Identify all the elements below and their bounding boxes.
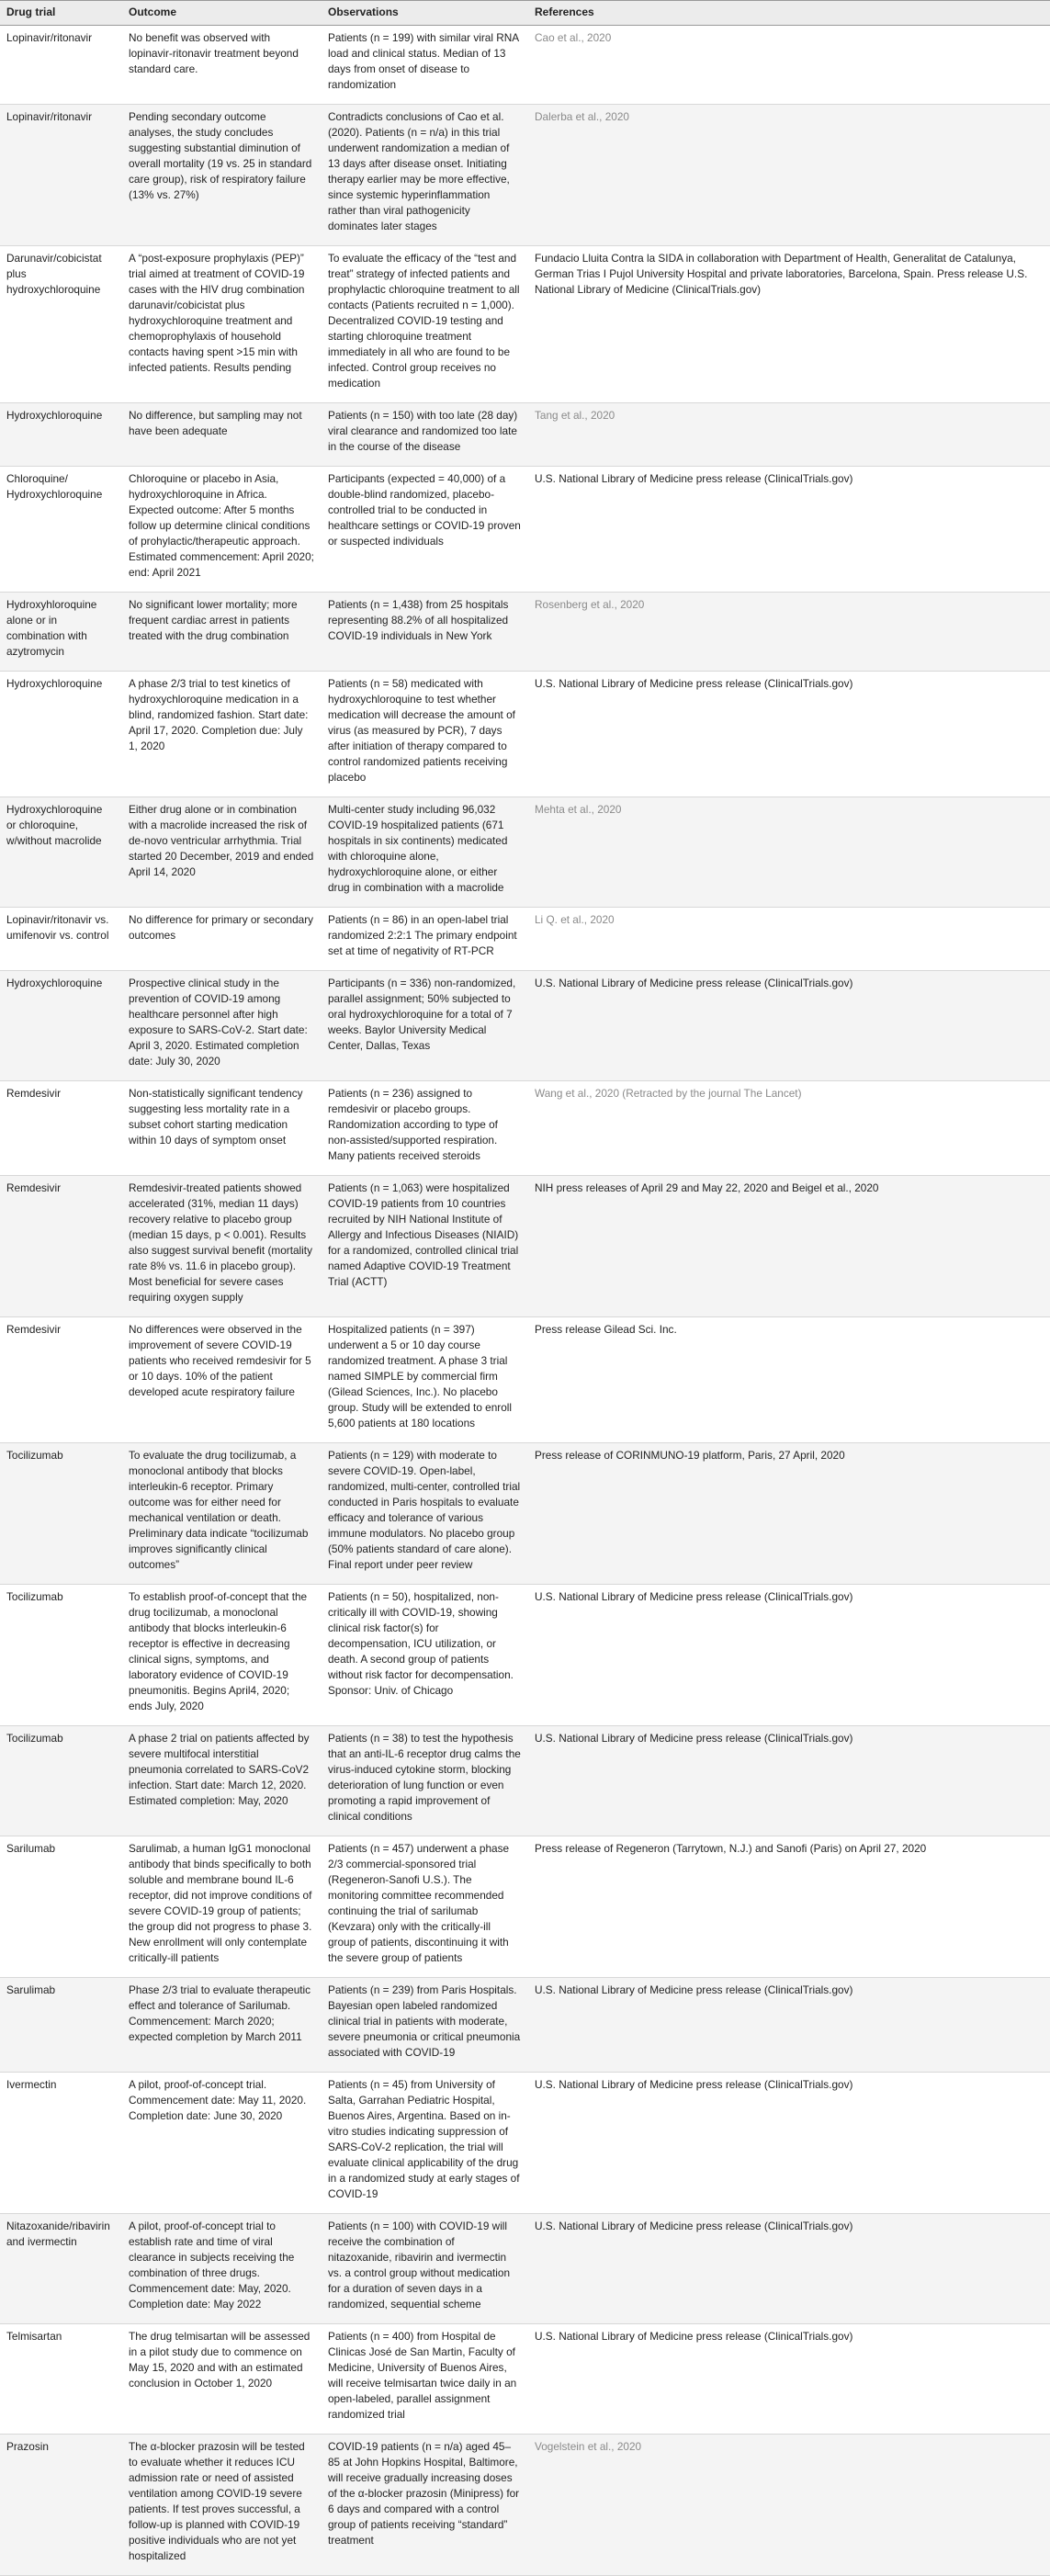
outcome-cell: The drug telmisartan will be assessed in a pilot study due to commence on May 15, 2020 and with an estimated conclusion in October 1, 2020 xyxy=(122,2324,322,2435)
observations-cell: Patients (n = 58) medicated with hydroxychloroquine to test whether medication will decrease the amount of virus (as measured by PCR), 7 days after initiation of therapy compared to control randomized patients receiving placebo xyxy=(322,672,528,797)
header-row xyxy=(0,1,1050,26)
observations-cell: Patients (n = 150) with too late (28 day) viral clearance and randomized too late in the course of the disease xyxy=(322,403,528,467)
observations-cell: Patients (n = 236) assigned to remdesivir or placebo groups. Randomization according to type of non-assisted/supported respiration. Many patients received steroids xyxy=(322,1081,528,1176)
outcome-cell: Pending secondary outcome analyses, the study concludes suggesting substantial diminution of overall mortality (19 vs. 25 in standard care group), risk of respiratory failure (13% vs. 27%) xyxy=(122,105,322,246)
table-row xyxy=(0,246,1050,403)
table-row xyxy=(0,1081,1050,1176)
table-row xyxy=(0,593,1050,672)
drug-cell: Tocilizumab xyxy=(0,1726,122,1836)
reference-cell[interactable]: Mehta et al., 2020 xyxy=(528,797,1050,908)
table-row xyxy=(0,2435,1050,2576)
drug-cell: Tocilizumab xyxy=(0,1585,122,1726)
drug-cell: Sarilumab xyxy=(0,1836,122,1978)
reference-cell[interactable]: Wang et al., 2020 (Retracted by the journal The Lancet) xyxy=(528,1081,1050,1176)
outcome-cell: Chloroquine or placebo in Asia, hydroxychloroquine in Africa. Expected outcome: After 5 months follow up determine clinical conditions of prohylactic/therapeutic approach. Estimated commencement: April 2020; end: April 2021 xyxy=(122,467,322,593)
table-row xyxy=(0,797,1050,908)
table-row xyxy=(0,467,1050,593)
observations-cell: Patients (n = 1,063) were hospitalized COVID-19 patients from 10 countries recruited by NIH National Institute of Allergy and Infectious Diseases (NIAID) for a randomized, controlled clinical trial named Adaptive COVID-19 Treatment Trial (ACTT) xyxy=(322,1176,528,1317)
observations-cell: Patients (n = 45) from University of Salta, Garrahan Pediatric Hospital, Buenos Aires, Argentina. Based on in-vitro studies indicating suppression of SARS-CoV-2 replication, the trial will evaluate clinical applicability of the drug in a randomized study at early stages of COVID-19 xyxy=(322,2073,528,2214)
drug-cell: Lopinavir/ritonavir xyxy=(0,105,122,246)
drug-cell: Telmisartan xyxy=(0,2324,122,2435)
observations-cell: Patients (n = 1,438) from 25 hospitals representing 88.2% of all hospitalized COVID-19 individuals in New York xyxy=(322,593,528,672)
drug-cell: Lopinavir/ritonavir xyxy=(0,26,122,105)
reference-cell[interactable]: Cao et al., 2020 xyxy=(528,26,1050,105)
reference-cell: U.S. National Library of Medicine press release (ClinicalTrials.gov) xyxy=(528,2214,1050,2324)
observations-cell: Patients (n = 239) from Paris Hospitals. Bayesian open labeled randomized clinical trial in patients with moderate, severe pneumonia or critical pneumonia associated with COVID-19 xyxy=(322,1978,528,2073)
table-row xyxy=(0,26,1050,105)
outcome-cell: No benefit was observed with lopinavir-ritonavir treatment beyond standard care. xyxy=(122,26,322,105)
drug-cell: Ivermectin xyxy=(0,2073,122,2214)
table-body xyxy=(0,26,1050,2576)
drug-cell: Remdesivir xyxy=(0,1176,122,1317)
reference-cell[interactable]: Tang et al., 2020 xyxy=(528,403,1050,467)
drug-cell: Hydroxychloroquine or chloroquine, w/without macrolide xyxy=(0,797,122,908)
outcome-cell: No significant lower mortality; more frequent cardiac arrest in patients treated with the drug combination xyxy=(122,593,322,672)
observations-cell: COVID-19 patients (n = n/a) aged 45–85 at John Hopkins Hospital, Baltimore, will receive gradually increasing doses of the α-blocker prazosin (Minipress) for 6 days and compared with a control group of patients receiving “standard” treatment xyxy=(322,2435,528,2576)
table-row xyxy=(0,971,1050,1081)
observations-cell: Patients (n = 50), hospitalized, non-critically ill with COVID-19, showing clinical risk factor(s) for decompensation, ICU utilization, or death. A second group of patients without risk factor for decompensation. Sponsor: Univ. of Chicago xyxy=(322,1585,528,1726)
reference-cell: Press release of CORINMUNO-19 platform, Paris, 27 April, 2020 xyxy=(528,1443,1050,1585)
outcome-cell: No differences were observed in the improvement of severe COVID-19 patients who received remdesivir for 5 or 10 days. 10% of the patient developed acute respiratory failure xyxy=(122,1317,322,1443)
table-row xyxy=(0,1836,1050,1978)
outcome-cell: Prospective clinical study in the prevention of COVID-19 among healthcare personnel after high exposure to SARS-CoV-2. Start date: April 3, 2020. Estimated completion date: July 30, 2020 xyxy=(122,971,322,1081)
outcome-cell: Phase 2/3 trial to evaluate therapeutic effect and tolerance of Sarilumab. Commencement: March 2020; expected completion by March 2011 xyxy=(122,1978,322,2073)
reference-cell: NIH press releases of April 29 and May 22, 2020 and Beigel et al., 2020 xyxy=(528,1176,1050,1317)
reference-cell: U.S. National Library of Medicine press release (ClinicalTrials.gov) xyxy=(528,1726,1050,1836)
outcome-cell: No difference for primary or secondary outcomes xyxy=(122,908,322,971)
table-row xyxy=(0,908,1050,971)
drug-cell: Remdesivir xyxy=(0,1317,122,1443)
table-row xyxy=(0,1317,1050,1443)
drug-cell: Nitazoxanide/ribavirin and ivermectin xyxy=(0,2214,122,2324)
outcome-cell: Sarulimab, a human IgG1 monoclonal antibody that binds specifically to both soluble and membrane bound IL-6 receptor, did not improve conditions of severe COVID-19 group of patients; the group did not progress to phase 3. New enrollment will only contemplate critically-ill patients xyxy=(122,1836,322,1978)
outcome-cell: A pilot, proof-of-concept trial to establish rate and time of viral clearance in subjects receiving the combination of three drugs. Commencement date: May, 2020. Completion date: May 2022 xyxy=(122,2214,322,2324)
drug-cell: Chloroquine/ Hydroxychloroquine xyxy=(0,467,122,593)
drug-cell: Hydroxychloroquine xyxy=(0,403,122,467)
drug-cell: Hydroxychloroquine xyxy=(0,971,122,1081)
reference-cell[interactable]: Vogelstein et al., 2020 xyxy=(528,2435,1050,2576)
observations-cell: Participants (expected = 40,000) of a double-blind randomized, placebo-controlled trial to be conducted in healthcare settings or COVID-19 proven or suspected individuals xyxy=(322,467,528,593)
drug-cell: Hydroxychloroquine xyxy=(0,672,122,797)
drug-cell: Lopinavir/ritonavir vs. umifenovir vs. control xyxy=(0,908,122,971)
header-references: References xyxy=(528,1,1050,26)
header-observations: Observations xyxy=(322,1,528,26)
table-row xyxy=(0,1176,1050,1317)
observations-cell: To evaluate the efficacy of the “test and treat” strategy of infected patients and prophylactic chloroquine treatment to all contacts (Patients recruited n = 1,000). Decentralized COVID-19 testing and starting chloroquine treatment immediately in all who are found to be infected. Control group receives no medication xyxy=(322,246,528,403)
observations-cell: Contradicts conclusions of Cao et al. (2020). Patients (n = n/a) in this trial underwent randomization a median of 13 days after disease onset. Initiating therapy earlier may be more effective, since systemic hyperinflammation rather than viral pathogenicity dominates later stages xyxy=(322,105,528,246)
outcome-cell: To establish proof-of-concept that the drug tocilizumab, a monoclonal antibody that blocks interleukin-6 receptor is effective in decreasing clinical signs, symptoms, and laboratory evidence of COVID-19 pneumonitis. Begins April4, 2020; ends July, 2020 xyxy=(122,1585,322,1726)
outcome-cell: Remdesivir-treated patients showed accelerated (31%, median 11 days) recovery relative to placebo group (median 15 days, p < 0.001). Results also suggest survival benefit (mortality rate 8% vs. 11.6 in placebo group). Most beneficial for severe cases requiring oxygen supply xyxy=(122,1176,322,1317)
table-row xyxy=(0,1978,1050,2073)
reference-cell: U.S. National Library of Medicine press release (ClinicalTrials.gov) xyxy=(528,2073,1050,2214)
table-row xyxy=(0,1585,1050,1726)
reference-cell: U.S. National Library of Medicine press release (ClinicalTrials.gov) xyxy=(528,672,1050,797)
table-row xyxy=(0,2073,1050,2214)
observations-cell: Patients (n = 100) with COVID-19 will receive the combination of nitazoxanide, ribavirin and ivermectin vs. a control group without medication for a duration of seven days in a randomized, sequential scheme xyxy=(322,2214,528,2324)
reference-cell: U.S. National Library of Medicine press release (ClinicalTrials.gov) xyxy=(528,1978,1050,2073)
header-outcome: Outcome xyxy=(122,1,322,26)
reference-cell[interactable]: Li Q. et al., 2020 xyxy=(528,908,1050,971)
reference-cell: U.S. National Library of Medicine press release (ClinicalTrials.gov) xyxy=(528,467,1050,593)
reference-cell: Press release of Regeneron (Tarrytown, N.J.) and Sanofi (Paris) on April 27, 2020 xyxy=(528,1836,1050,1978)
drug-cell: Prazosin xyxy=(0,2435,122,2576)
outcome-cell: Non-statistically significant tendency suggesting less mortality rate in a subset cohort starting medication within 10 days of symptom onset xyxy=(122,1081,322,1176)
outcome-cell: A phase 2/3 trial to test kinetics of hydroxychloroquine medication in a blind, randomized fashion. Start date: April 17, 2020. Completion due: July 1, 2020 xyxy=(122,672,322,797)
reference-cell: U.S. National Library of Medicine press release (ClinicalTrials.gov) xyxy=(528,2324,1050,2435)
table-row xyxy=(0,2214,1050,2324)
observations-cell: Participants (n = 336) non-randomized, parallel assignment; 50% subjected to oral hydroxychloroquine for a total of 7 weeks. Baylor University Medical Center, Dallas, Texas xyxy=(322,971,528,1081)
observations-cell: Multi-center study including 96,032 COVID-19 hospitalized patients (671 hospitals in six continents) medicated with chloroquine alone, hydroxychloroquine alone, or either drug in combination with a macrolide xyxy=(322,797,528,908)
outcome-cell: Either drug alone or in combination with a macrolide increased the risk of de-novo ventricular arrhythmia. Trial started 20 December, 2019 and ended April 14, 2020 xyxy=(122,797,322,908)
reference-cell[interactable]: Dalerba et al., 2020 xyxy=(528,105,1050,246)
outcome-cell: The α-blocker prazosin will be tested to evaluate whether it reduces ICU admission rate or need of assisted ventilation among COVID-19 severe patients. If test proves successful, a follow-up is planned with COVID-19 positive individuals who are not yet hospitalized xyxy=(122,2435,322,2576)
drug-cell: Remdesivir xyxy=(0,1081,122,1176)
drug-cell: Hydroxyhloroquine alone or in combination with azytromycin xyxy=(0,593,122,672)
table-row xyxy=(0,2324,1050,2435)
reference-cell: Press release Gilead Sci. Inc. xyxy=(528,1317,1050,1443)
table-row xyxy=(0,105,1050,246)
reference-cell: Fundacio Lluita Contra la SIDA in collaboration with Department of Health, Generalitat de Catalunya, German Trias I Pujol University Hospital and private laboratories, Barcelona, Spain. Press release U.S. National Library of Medicine (ClinicalTrials.gov) xyxy=(528,246,1050,403)
drug-cell: Sarulimab xyxy=(0,1978,122,2073)
outcome-cell: To evaluate the drug tocilizumab, a monoclonal antibody that blocks interleukin-6 receptor. Primary outcome was for either need for mechanical ventilation or death. Preliminary data indicate “tocilizumab improves significantly clinical outcomes” xyxy=(122,1443,322,1585)
outcome-cell: No difference, but sampling may not have been adequate xyxy=(122,403,322,467)
observations-cell: Patients (n = 86) in an open-label trial randomized 2:2:1 The primary endpoint set at time of negativity of RT-PCR xyxy=(322,908,528,971)
outcome-cell: A “post-exposure prophylaxis (PEP)” trial aimed at treatment of COVID-19 cases with the HIV drug combination darunavir/cobicistat plus hydroxychloroquine treatment and chemoprophylaxis of household contacts having spent >15 min with infected patients. Results pending xyxy=(122,246,322,403)
reference-cell: U.S. National Library of Medicine press release (ClinicalTrials.gov) xyxy=(528,971,1050,1081)
drug-cell: Tocilizumab xyxy=(0,1443,122,1585)
table-row xyxy=(0,1443,1050,1585)
observations-cell: Patients (n = 129) with moderate to severe COVID-19. Open-label, randomized, multi-center, controlled trial conducted in Paris hospitals to evaluate efficacy and tolerance of various immune modulators. No placebo group (50% patients standard of care alone). Final report under peer review xyxy=(322,1443,528,1585)
table-row xyxy=(0,672,1050,797)
observations-cell: Patients (n = 457) underwent a phase 2/3 commercial-sponsored trial (Regeneron-Sanofi U.S.). The monitoring committee recommended continuing the trial of sarilumab (Kevzara) only with the critically-ill group of patients, discontinuing it with the severe group of patients xyxy=(322,1836,528,1978)
observations-cell: Patients (n = 400) from Hospital de Clinicas José de San Martin, Faculty of Medicine, University of Buenos Aires, will receive telmisartan twice daily in an open-labeled, parallel assignment randomized trial xyxy=(322,2324,528,2435)
header-drug-trial: Drug trial xyxy=(0,1,122,26)
observations-cell: Hospitalized patients (n = 397) underwent a 5 or 10 day course randomized treatment. A phase 3 trial named SIMPLE by commercial firm (Gilead Sciences, Inc.). No placebo group. Study will be extended to enroll 5,600 patients at 180 locations xyxy=(322,1317,528,1443)
outcome-cell: A phase 2 trial on patients affected by severe multifocal interstitial pneumonia correlated to SARS-CoV2 infection. Start date: March 12, 2020. Estimated completion: May, 2020 xyxy=(122,1726,322,1836)
reference-cell: U.S. National Library of Medicine press release (ClinicalTrials.gov) xyxy=(528,1585,1050,1726)
observations-cell: Patients (n = 38) to test the hypothesis that an anti-IL-6 receptor drug calms the virus-induced cytokine storm, blocking deterioration of lung function or even promoting a rapid improvement of clinical conditions xyxy=(322,1726,528,1836)
drug-cell: Darunavir/cobicistat plus hydroxychloroquine xyxy=(0,246,122,403)
table-row xyxy=(0,403,1050,467)
outcome-cell: A pilot, proof-of-concept trial. Commencement date: May 11, 2020. Completion date: June 30, 2020 xyxy=(122,2073,322,2214)
reference-cell[interactable]: Rosenberg et al., 2020 xyxy=(528,593,1050,672)
table-row xyxy=(0,1726,1050,1836)
observations-cell: Patients (n = 199) with similar viral RNA load and clinical status. Median of 13 days from onset of disease to randomization xyxy=(322,26,528,105)
